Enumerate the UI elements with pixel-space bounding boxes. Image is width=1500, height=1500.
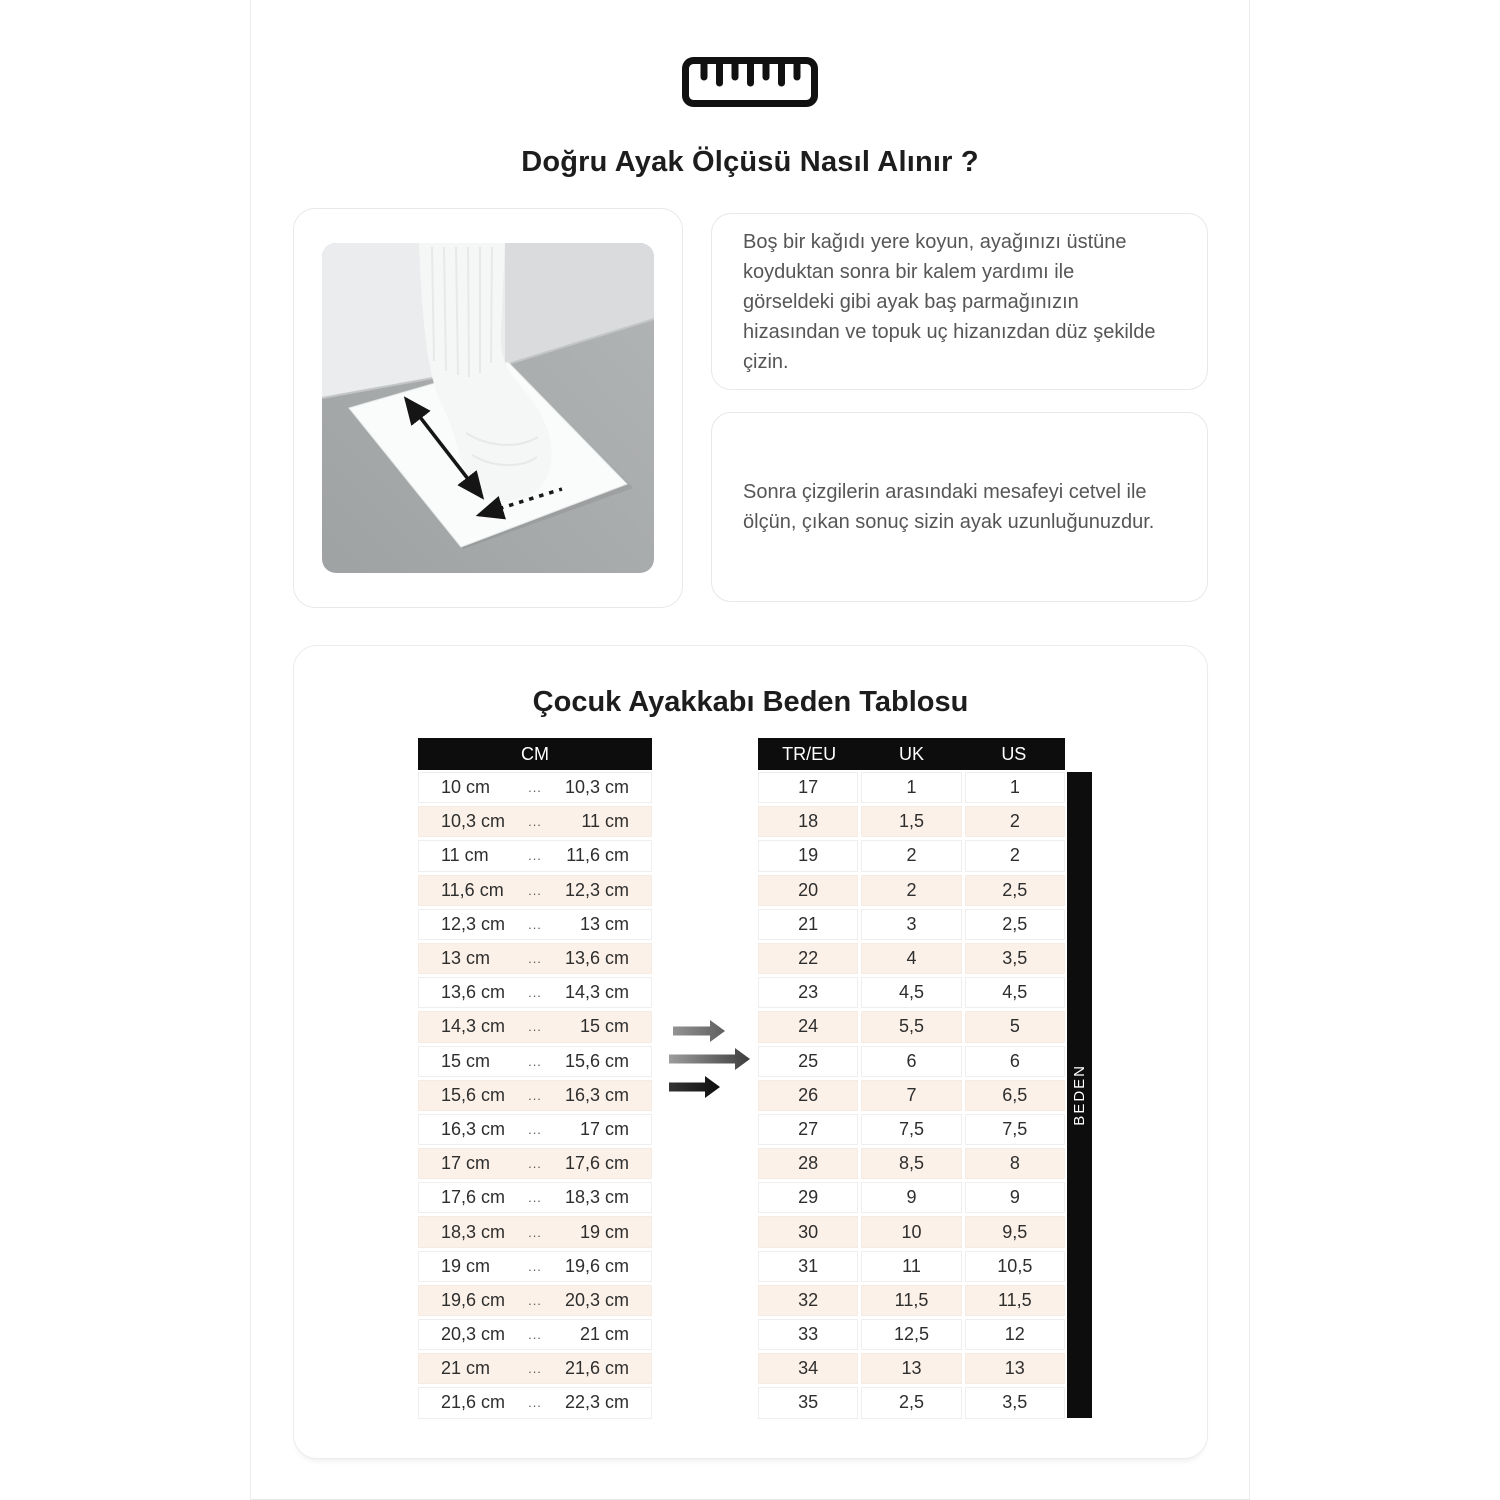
cm-from-value: 21 cm <box>441 1358 491 1379</box>
size-cell-us: 12 <box>965 1319 1065 1350</box>
size-table-header <box>758 738 1065 770</box>
conversion-arrows-icon <box>667 1014 753 1104</box>
cm-to-value: 13,6 cm <box>564 948 629 969</box>
size-cell-treu: 18 <box>758 806 858 837</box>
cm-from-value: 20,3 cm <box>441 1324 506 1345</box>
size-table <box>758 738 1065 1422</box>
size-cell-uk: 8,5 <box>861 1148 961 1179</box>
cm-separator: ... <box>528 1327 542 1343</box>
cm-separator: ... <box>528 1292 542 1308</box>
cm-row <box>418 977 652 1008</box>
size-cell-us: 6 <box>965 1046 1065 1077</box>
cm-separator: ... <box>528 985 542 1001</box>
cm-to-value: 11 cm <box>581 811 629 832</box>
size-cell-uk: 3 <box>861 909 961 940</box>
size-row <box>758 977 1065 1008</box>
cm-from-value: 11 cm <box>441 845 489 866</box>
size-row <box>758 1319 1065 1350</box>
cm-row <box>418 1216 652 1247</box>
cm-row <box>418 909 652 940</box>
size-cell-us: 13 <box>965 1353 1065 1384</box>
size-row <box>758 1251 1065 1282</box>
size-cell-us: 10,5 <box>965 1251 1065 1282</box>
size-cell-us: 1 <box>965 772 1065 803</box>
cm-from-value: 15 cm <box>441 1050 491 1071</box>
size-cell-uk: 13 <box>861 1353 961 1384</box>
cm-row <box>418 772 652 803</box>
size-cell-us: 8 <box>965 1148 1065 1179</box>
size-row <box>758 1216 1065 1247</box>
cm-row <box>418 806 652 837</box>
cm-from-value: 16,3 cm <box>441 1118 506 1139</box>
size-cell-treu: 19 <box>758 840 858 871</box>
size-cell-uk: 2,5 <box>861 1387 961 1418</box>
size-row <box>758 1182 1065 1213</box>
cm-separator: ... <box>528 1087 542 1103</box>
header-cell-uk: UK <box>898 743 924 764</box>
size-cell-uk: 6 <box>861 1046 961 1077</box>
cm-to-value: 19 cm <box>579 1221 629 1242</box>
measure-photo-card <box>293 208 683 608</box>
cm-from-value: 19 cm <box>441 1255 491 1276</box>
size-cell-us: 2 <box>965 840 1065 871</box>
size-cell-uk: 7 <box>861 1080 961 1111</box>
size-cell-uk: 12,5 <box>861 1319 961 1350</box>
size-cell-treu: 17 <box>758 772 858 803</box>
size-row <box>758 1011 1065 1042</box>
size-cell-uk: 11,5 <box>861 1285 961 1316</box>
cm-separator: ... <box>528 814 542 830</box>
cm-separator: ... <box>528 916 542 932</box>
size-cell-uk: 10 <box>861 1216 961 1247</box>
cm-separator: ... <box>528 1258 542 1274</box>
size-cell-treu: 22 <box>758 943 858 974</box>
cm-row <box>418 1353 652 1384</box>
cm-separator: ... <box>528 1361 542 1377</box>
cm-to-value: 15,6 cm <box>564 1050 629 1071</box>
size-cell-uk: 7,5 <box>861 1114 961 1145</box>
cm-separator: ... <box>528 882 542 898</box>
size-row <box>758 1353 1065 1384</box>
size-cell-treu: 35 <box>758 1387 858 1418</box>
size-cell-treu: 23 <box>758 977 858 1008</box>
cm-to-value: 17 cm <box>579 1118 629 1139</box>
cm-table-header: CM <box>418 738 652 770</box>
cm-row <box>418 1011 652 1042</box>
cm-to-value: 22,3 cm <box>564 1392 629 1413</box>
size-cell-us: 6,5 <box>965 1080 1065 1111</box>
cm-from-value: 10 cm <box>441 777 491 798</box>
cm-row <box>418 875 652 906</box>
size-cell-us: 4,5 <box>965 977 1065 1008</box>
size-cell-treu: 25 <box>758 1046 858 1077</box>
size-row <box>758 1080 1065 1111</box>
instruction-text-2: Sonra çizgilerin arasındaki mesafeyi cetvel ile ölçün, çıkan sonuç sizin ayak uzunluğunuzdur. <box>743 481 1155 533</box>
size-row <box>758 772 1065 803</box>
size-row <box>758 943 1065 974</box>
cm-from-value: 12,3 cm <box>441 913 506 934</box>
cm-separator: ... <box>528 1224 542 1240</box>
foot-measurement-photo-icon <box>322 243 654 573</box>
size-cell-us: 2 <box>965 806 1065 837</box>
size-row <box>758 1114 1065 1145</box>
size-cell-us: 11,5 <box>965 1285 1065 1316</box>
size-cell-us: 3,5 <box>965 1387 1065 1418</box>
size-cell-us: 3,5 <box>965 943 1065 974</box>
cm-row <box>418 1182 652 1213</box>
cm-row <box>418 1387 652 1418</box>
cm-separator: ... <box>528 1395 542 1411</box>
header-cell-us: US <box>1001 743 1027 764</box>
cm-separator: ... <box>528 780 542 796</box>
page-title: Doğru Ayak Ölçüsü Nasıl Alınır ? <box>521 146 979 178</box>
size-section-title: Çocuk Ayakkabı Beden Tablosu <box>532 686 969 718</box>
cm-to-value: 15 cm <box>579 1016 629 1037</box>
size-cell-us: 2,5 <box>965 909 1065 940</box>
instruction-card-1 <box>711 213 1208 390</box>
size-row <box>758 1046 1065 1077</box>
cm-from-value: 13,6 cm <box>441 982 506 1003</box>
cm-to-value: 21 cm <box>579 1324 629 1345</box>
size-cell-uk: 5,5 <box>861 1011 961 1042</box>
instruction-text-1: Boş bir kağıdı yere koyun, ayağınızı üstüne koyduktan sonra bir kalem yardımı ile görseldeki gibi ayak baş parmağınızın hizasından ve topuk uç hizanızdan düz şekilde çizin. <box>743 230 1156 373</box>
cm-row <box>418 1285 652 1316</box>
cm-row <box>418 1251 652 1282</box>
main-container <box>250 0 1250 1500</box>
cm-table <box>418 738 652 1422</box>
cm-from-value: 15,6 cm <box>441 1084 506 1105</box>
cm-to-value: 13 cm <box>579 913 629 934</box>
size-row <box>758 806 1065 837</box>
cm-row <box>418 1046 652 1077</box>
size-cell-us: 7,5 <box>965 1114 1065 1145</box>
cm-separator: ... <box>528 1121 542 1137</box>
size-cell-treu: 20 <box>758 875 858 906</box>
size-cell-uk: 9 <box>861 1182 961 1213</box>
size-cell-treu: 33 <box>758 1319 858 1350</box>
size-cell-uk: 4,5 <box>861 977 961 1008</box>
cm-row <box>418 1319 652 1350</box>
cm-to-value: 16,3 cm <box>564 1084 629 1105</box>
cm-to-value: 18,3 cm <box>564 1187 629 1208</box>
cm-separator: ... <box>528 1190 542 1206</box>
cm-from-value: 13 cm <box>441 948 491 969</box>
size-cell-treu: 27 <box>758 1114 858 1145</box>
size-cell-uk: 1 <box>861 772 961 803</box>
cm-from-value: 11,6 cm <box>441 879 504 900</box>
cm-row <box>418 943 652 974</box>
size-cell-treu: 28 <box>758 1148 858 1179</box>
cm-row <box>418 1080 652 1111</box>
cm-to-value: 10,3 cm <box>564 777 629 798</box>
size-cell-treu: 34 <box>758 1353 858 1384</box>
beden-bar <box>1067 772 1092 1418</box>
header-cell-treu: TR/EU <box>782 743 837 764</box>
instruction-card-2 <box>711 412 1208 602</box>
size-row <box>758 1148 1065 1179</box>
size-cell-treu: 26 <box>758 1080 858 1111</box>
cm-from-value: 14,3 cm <box>441 1016 506 1037</box>
size-cell-treu: 29 <box>758 1182 858 1213</box>
cm-to-value: 17,6 cm <box>564 1153 629 1174</box>
cm-separator: ... <box>528 1156 542 1172</box>
cm-to-value: 11,6 cm <box>566 845 629 866</box>
size-row <box>758 1285 1065 1316</box>
cm-to-value: 19,6 cm <box>564 1255 629 1276</box>
cm-separator: ... <box>528 848 542 864</box>
size-cell-treu: 32 <box>758 1285 858 1316</box>
cm-to-value: 21,6 cm <box>564 1358 629 1379</box>
size-table-body <box>758 772 1065 1419</box>
size-cell-uk: 4 <box>861 943 961 974</box>
size-cell-uk: 11 <box>861 1251 961 1282</box>
cm-separator: ... <box>528 1053 542 1069</box>
size-cell-uk: 2 <box>861 840 961 871</box>
size-cell-uk: 2 <box>861 875 961 906</box>
cm-to-value: 20,3 cm <box>564 1289 629 1310</box>
size-cell-us: 9,5 <box>965 1216 1065 1247</box>
size-row <box>758 875 1065 906</box>
size-cell-treu: 31 <box>758 1251 858 1282</box>
size-row <box>758 909 1065 940</box>
size-cell-us: 2,5 <box>965 875 1065 906</box>
size-row <box>758 840 1065 871</box>
cm-row <box>418 1148 652 1179</box>
cm-row <box>418 1114 652 1145</box>
size-cell-treu: 21 <box>758 909 858 940</box>
size-cell-treu: 30 <box>758 1216 858 1247</box>
cm-separator: ... <box>528 1019 542 1035</box>
cm-from-value: 18,3 cm <box>441 1221 506 1242</box>
size-cell-uk: 1,5 <box>861 806 961 837</box>
cm-from-value: 17,6 cm <box>441 1187 506 1208</box>
ruler-icon <box>251 56 1249 113</box>
cm-row <box>418 840 652 871</box>
beden-label: BEDEN <box>1071 1064 1088 1126</box>
cm-from-value: 10,3 cm <box>441 811 506 832</box>
size-table-card <box>293 645 1208 1459</box>
cm-separator: ... <box>528 951 542 967</box>
cm-from-value: 21,6 cm <box>441 1392 506 1413</box>
cm-to-value: 12,3 cm <box>564 879 629 900</box>
size-cell-us: 5 <box>965 1011 1065 1042</box>
cm-table-body <box>418 772 652 1419</box>
cm-to-value: 14,3 cm <box>564 982 629 1003</box>
size-cell-treu: 24 <box>758 1011 858 1042</box>
cm-from-value: 17 cm <box>441 1153 491 1174</box>
cm-from-value: 19,6 cm <box>441 1289 506 1310</box>
size-cell-us: 9 <box>965 1182 1065 1213</box>
size-row <box>758 1387 1065 1418</box>
